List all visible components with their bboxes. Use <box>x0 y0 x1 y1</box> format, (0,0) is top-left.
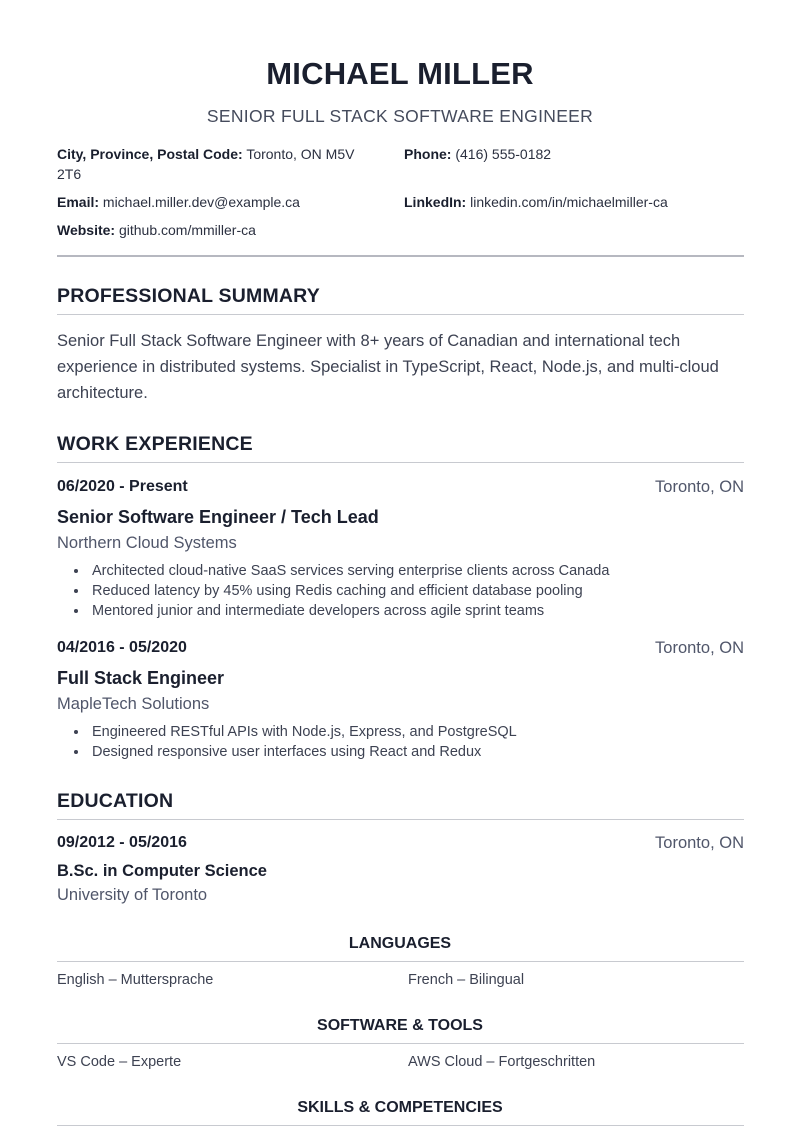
job-bullet: Mentored junior and intermediate developers across agile sprint teams <box>72 601 752 621</box>
job-company: Northern Cloud Systems <box>57 534 237 552</box>
job-bullet: Architected cloud-native SaaS services serving enterprise clients across Canada <box>72 561 752 581</box>
website-label: Website: <box>57 222 116 238</box>
job-dates: 04/2016 - 05/2020 <box>57 639 187 656</box>
education-location: Toronto, ON <box>655 834 744 852</box>
education-dates: 09/2012 - 05/2016 <box>57 834 187 851</box>
job-title: Full Stack Engineer <box>57 668 225 688</box>
languages-heading: LANGUAGES <box>348 935 452 952</box>
contact-address <box>57 144 377 184</box>
contact-email <box>57 192 397 212</box>
summary-text: Senior Full Stack Software Engineer with 8+ years of Canadian and international tech experience in distributed systems. Specialist in TypeScript, React, Node.js, and multi-cloud architecture. <box>57 332 719 402</box>
phone-value[interactable]: (416) 555-0182 <box>455 146 552 162</box>
job-bullet: Engineered RESTful APIs with Node.js, Express, and PostgreSQL <box>72 722 752 742</box>
skills-heading: SKILLS & COMPETENCIES <box>297 1099 503 1116</box>
linkedin-value[interactable]: linkedin.com/in/michaelmiller-ca <box>470 194 668 210</box>
job-bullet: Designed responsive user interfaces using React and Redux <box>72 742 752 762</box>
language-item: French – Bilingual <box>408 972 525 988</box>
address-value-line2: 2T6 <box>57 166 82 182</box>
job-bullets <box>72 722 752 762</box>
education-school: University of Toronto <box>57 886 208 904</box>
software-item: VS Code – Experte <box>57 1054 182 1070</box>
email-value[interactable]: michael.miller.dev@example.ca <box>102 194 300 210</box>
phone-label: Phone: <box>404 146 452 162</box>
experience-heading: WORK EXPERIENCE <box>57 433 253 455</box>
header-divider <box>57 255 744 257</box>
job-company: MapleTech Solutions <box>57 695 210 713</box>
education-degree: B.Sc. in Computer Science <box>57 862 267 880</box>
email-label: Email: <box>57 194 100 210</box>
job-bullet: Reduced latency by 45% using Redis caching and efficient database pooling <box>72 581 752 601</box>
job-location: Toronto, ON <box>655 639 744 657</box>
website-value[interactable]: github.com/mmiller-ca <box>118 222 256 238</box>
linkedin-label: LinkedIn: <box>404 194 467 210</box>
job-bullets <box>72 561 752 621</box>
summary-divider <box>57 314 744 315</box>
language-item: English – Muttersprache <box>57 972 214 988</box>
education-heading: EDUCATION <box>57 790 174 812</box>
job-location: Toronto, ON <box>655 478 744 496</box>
address-value: Toronto, ON M5V <box>246 146 355 162</box>
candidate-name: MICHAEL MILLER <box>266 56 534 91</box>
education-divider <box>57 819 744 820</box>
job-title: Senior Software Engineer / Tech Lead <box>57 507 379 527</box>
contact-linkedin <box>404 192 744 212</box>
skills-divider <box>57 1125 744 1126</box>
address-label: City, Province, Postal Code: <box>57 146 243 162</box>
candidate-title: SENIOR FULL STACK SOFTWARE ENGINEER <box>206 106 594 126</box>
software-heading: SOFTWARE & TOOLS <box>317 1017 483 1034</box>
contact-website <box>57 220 397 240</box>
job-dates: 06/2020 - Present <box>57 478 188 495</box>
software-item: AWS Cloud – Fortgeschritten <box>408 1054 596 1070</box>
contact-phone <box>404 144 744 164</box>
experience-divider <box>57 462 744 463</box>
languages-divider <box>57 961 744 962</box>
summary-heading: PROFESSIONAL SUMMARY <box>57 285 320 307</box>
software-divider <box>57 1043 744 1044</box>
